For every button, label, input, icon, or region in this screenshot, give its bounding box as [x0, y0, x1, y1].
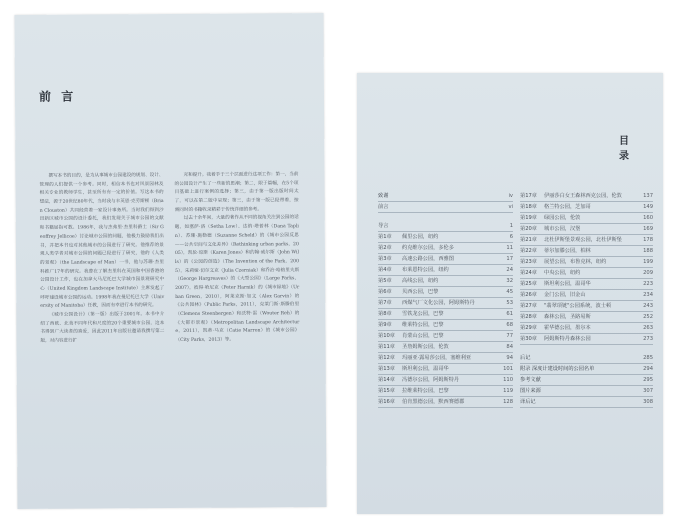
toc-chapter-number: 第25章 [520, 281, 537, 287]
toc-divider [520, 344, 653, 345]
toc-page-number: 17 [506, 255, 513, 262]
toc-page-number: 295 [643, 376, 653, 383]
toc-entry[interactable] [520, 363, 653, 374]
toc-chapter-title: 维莱特公园，巴黎 [402, 322, 444, 328]
preface-paragraph: 充和提升。我着手于三个层面进行这项工作：第一，当前的公园设计产生了一些新的思潮；第二，限于篇幅，在5个项目基础上进行案例的选择；第三，由于第一版出版时间太了，可以在第二版中呈现；第三，由于第一版已经带着，按需同时的书籍收录精彩于传统详细的参考。 [174, 172, 299, 213]
toc-entry[interactable] [520, 190, 653, 201]
toc-entry[interactable] [520, 212, 653, 223]
preface-paragraph: 《城市公园设计》（第一版）出版于2001年。本书中介绍了西欧、北美不同年代和尺度的20个重要城市公园，这本书得到广大读者的喜爱，因此2011年出版社邀请我撰写第二版，对内容进行扩 [40, 312, 165, 344]
toc-page-number: 188 [643, 247, 653, 254]
toc-chapter-title: 译后记 [520, 399, 536, 405]
toc-page-number: 263 [643, 324, 653, 331]
toc-entry[interactable] [378, 220, 513, 231]
toc-chapter-title: 斯坦利公园，温哥华 [544, 281, 591, 287]
toc-entry[interactable] [520, 374, 653, 385]
toc-chapter-title: 参考文献 [520, 377, 541, 383]
preface-text-column-right [174, 171, 299, 346]
toc-entry[interactable] [520, 267, 653, 278]
toc-page-number: 94 [506, 354, 513, 361]
toc-page-number: 169 [643, 225, 653, 232]
toc-chapter-title: 附录 深度计建设时间的公园名单 [520, 366, 595, 372]
toc-page-number: 32 [506, 277, 513, 284]
toc-chapter-title: 中央公园，纽约 [544, 270, 581, 276]
toc-entry[interactable] [520, 201, 653, 212]
toc-divider [378, 212, 513, 213]
toc-entry[interactable] [520, 223, 653, 234]
toc-entry[interactable] [378, 341, 513, 352]
toc-entry[interactable] [378, 201, 513, 212]
toc-chapter-title: 蒂尔加滕公园，柏林 [544, 248, 591, 254]
toc-page-number: 119 [503, 387, 513, 394]
toc-entry[interactable] [378, 308, 513, 319]
toc-page-number: 61 [506, 310, 513, 317]
toc-chapter-title: 致谢 [378, 193, 389, 199]
toc-chapter-title: 城市公园，汉堡 [544, 226, 581, 232]
toc-chapter-title: 约克维尔公园，多伦多 [402, 245, 454, 251]
toc-chapter-number: 第29章 [520, 325, 537, 331]
toc-page-number: iv [508, 192, 513, 199]
toc-title: 目 录 [619, 136, 632, 162]
toc-chapter-title: 金门公园，旧金山 [544, 292, 586, 298]
toc-divider [378, 407, 513, 408]
toc-page-number: 84 [506, 343, 513, 350]
right-book-page [357, 73, 663, 514]
toc-page-number: 209 [643, 269, 653, 276]
toc-entry[interactable] [520, 385, 653, 396]
toc-chapter-number: 第27章 [520, 303, 537, 309]
toc-chapter-title: 北杜伊斯堡景观公园，北杜伊斯堡 [544, 237, 622, 243]
toc-entry[interactable] [378, 286, 513, 297]
left-book-page [14, 13, 326, 509]
toc-chapter-number: 第30章 [520, 336, 537, 342]
toc-page-number: 24 [506, 266, 513, 273]
toc-chapter-title: 雪铁龙公园，巴黎 [402, 311, 444, 317]
preface-title: 前 言 [38, 89, 77, 104]
toc-chapter-title: "翡翠项链"公园系统，波士顿 [544, 303, 612, 309]
toc-chapter-number: 第8章 [378, 311, 392, 317]
toc-chapter-number: 第20章 [520, 226, 537, 232]
toc-chapter-title: 斯坦利公园，温哥华 [402, 366, 449, 372]
toc-page-number: 45 [506, 288, 513, 295]
toc-chapter-title: 展望公园，布鲁克林，纽约 [544, 259, 607, 265]
toc-chapter-number: 第16章 [378, 399, 395, 405]
toc-page-number: 273 [643, 335, 653, 342]
toc-entry[interactable] [378, 231, 513, 242]
toc-page-number: 11 [506, 244, 513, 251]
toc-chapter-number: 第7章 [378, 300, 392, 306]
toc-entry[interactable] [520, 289, 653, 300]
toc-page-number: 77 [506, 332, 513, 339]
toc-divider [520, 407, 653, 408]
toc-chapter-title: 格兰特公园，芝加哥 [544, 204, 591, 210]
toc-chapter-title: 西煤气厂文化公园，阿姆斯特丹 [402, 300, 475, 306]
toc-chapter-title: 拉维莱特公园，巴黎 [402, 388, 449, 394]
toc-chapter-number: 第6章 [378, 289, 392, 295]
toc-entry[interactable] [378, 264, 513, 275]
toc-page-number: 199 [643, 258, 653, 265]
toc-chapter-number: 第17章 [520, 193, 537, 199]
toc-chapter-number: 第18章 [520, 204, 537, 210]
toc-chapter-number: 第23章 [520, 259, 537, 265]
toc-chapter-title: 导言 [378, 223, 389, 229]
toc-chapter-title: 高线公园，纽约 [402, 278, 439, 284]
toc-entry[interactable] [520, 300, 653, 311]
toc-entry[interactable] [520, 234, 653, 245]
toc-entry[interactable] [378, 363, 513, 374]
toc-chapter-number: 第15章 [378, 388, 395, 394]
toc-page-number: 223 [643, 280, 653, 287]
toc-page-number: 178 [643, 236, 653, 243]
toc-chapter-number: 第2章 [378, 245, 392, 251]
toc-page-number: 68 [506, 321, 513, 328]
toc-chapter-title: 阿姆斯特丹森林公园 [544, 336, 591, 342]
toc-page-number: 1 [509, 222, 513, 229]
toc-chapter-number: 第22章 [520, 248, 537, 254]
toc-entry[interactable] [378, 297, 513, 308]
toc-chapter-number: 第21章 [520, 237, 537, 243]
toc-chapter-title: 高速公路公园，西雅图 [402, 256, 454, 262]
toc-entry[interactable] [520, 311, 653, 322]
toc-entry[interactable] [378, 275, 513, 286]
toc-entry[interactable] [520, 256, 653, 267]
toc-chapter-number: 第13章 [378, 366, 395, 372]
toc-entry[interactable] [378, 385, 513, 396]
toc-page-number: 128 [503, 398, 513, 405]
toc-entry[interactable] [520, 322, 653, 333]
preface-text-column-left [39, 172, 164, 347]
toc-page-number: 285 [643, 354, 653, 361]
preface-paragraph: 过去十余年间，大量的著作从不同的视角关注到公园的话题，如塞萨·洛（Setha Low）、达纳·塔普林（Dana Taplin）、苏珊·施勒德（Suzanne Scheld）的《城市公园反思——公共空间与文化差异》（Rethinking urban parks，2005），凯伦·琼斯（Karen Jones）和约翰·威尔斯（John Wills）的《公园的创造》（The Invention of the Park，2005），朱莉娅·切尔文克（Julia Czerniak）和乔治·哈格里夫斯（George Hargreaves）的《大型公园》（Large Parks，2007），彼得·哈尼克（Peter Harnik）的《城市绿地》（Urban Green，2010），阿莱克斯·加文（Alex Garvin）的《公共园林》（Public Parks，2011），克莱门斯·斯滕伯里（Clemens Steenbergen）和沃特·雷（Wouter Reh）的《大都市景观》（Metropolitan Landscape Architecture，2011），凯蒂·马克（Catie Marron）的《城市公园》（City Parks，2013）等。 [174, 215, 300, 344]
toc-page-number: 149 [643, 203, 653, 210]
toc-page-number: 234 [643, 291, 653, 298]
toc-entry[interactable] [378, 374, 513, 385]
toc-page-number: 308 [643, 398, 653, 405]
toc-chapter-number: 第12章 [378, 355, 395, 361]
toc-chapter-title: 贝西公园，巴黎 [402, 289, 439, 295]
toc-chapter-title: 布莱恩特公园，纽约 [402, 267, 449, 273]
toc-page-number: 101 [503, 365, 513, 372]
toc-chapter-number: 第14章 [378, 377, 395, 383]
toc-chapter-number: 第9章 [378, 322, 392, 328]
toc-chapter-number: 第10章 [378, 333, 395, 339]
toc-chapter-number: 第26章 [520, 292, 537, 298]
toc-page-number: 294 [643, 365, 653, 372]
toc-entry[interactable] [378, 242, 513, 253]
toc-page-number: 6 [509, 233, 513, 240]
toc-chapter-title: 佩里公园，纽约 [402, 234, 439, 240]
toc-page-number: 137 [643, 192, 653, 199]
toc-chapter-title: 霍华德公园，墨尔本 [544, 325, 591, 331]
toc-chapter-title: 玛丽亚·露易莎公园，塞维利亚 [402, 355, 472, 361]
toc-page-number: 110 [503, 376, 513, 383]
toc-chapter-title: 绿园公园，伦敦 [544, 215, 581, 221]
toc-chapter-number: 第4章 [378, 267, 392, 273]
toc-page-number: 160 [643, 214, 653, 221]
toc-entry[interactable] [520, 245, 653, 256]
toc-chapter-title: 肖蒙山公园，巴黎 [402, 333, 444, 339]
toc-entry[interactable] [378, 253, 513, 264]
toc-page-number: 53 [506, 299, 513, 306]
toc-chapter-number: 第5章 [378, 278, 392, 284]
toc-entry[interactable] [378, 190, 513, 201]
toc-chapter-title: 图片来源 [520, 388, 541, 394]
toc-page-number: 243 [643, 302, 653, 309]
toc-chapter-title: 圣詹姆斯公园，伦敦 [402, 344, 449, 350]
toc-page-number: vi [508, 203, 513, 210]
toc-entry[interactable] [378, 396, 513, 407]
toc-chapter-number: 第24章 [520, 270, 537, 276]
toc-entry[interactable] [520, 278, 653, 289]
toc-chapter-number: 第11章 [378, 344, 395, 350]
toc-entry[interactable] [378, 319, 513, 330]
toc-chapter-title: 伊丽莎白女王森林西克公园，伦敦 [544, 193, 622, 199]
toc-chapter-number: 第19章 [520, 215, 537, 221]
toc-entry[interactable] [520, 333, 653, 344]
toc-chapter-number: 第3章 [378, 256, 392, 262]
toc-chapter-title: 前言 [378, 204, 389, 210]
toc-page-number: 252 [643, 313, 653, 320]
toc-chapter-title: 伯肯黑德公园，默西赛德郡 [402, 399, 465, 405]
toc-chapter-title: 冯德尔公园，阿姆斯特丹 [402, 377, 460, 383]
toc-entry[interactable] [520, 396, 653, 407]
toc-entry[interactable] [378, 352, 513, 363]
toc-chapter-number: 第1章 [378, 234, 392, 240]
toc-chapter-title: 后记 [520, 355, 531, 361]
toc-entry[interactable] [378, 330, 513, 341]
toc-chapter-number: 第28章 [520, 314, 537, 320]
toc-chapter-title: 森林公园，圣路易斯 [544, 314, 591, 320]
toc-entry[interactable] [520, 352, 653, 363]
toc-page-number: 307 [643, 387, 653, 394]
preface-paragraph: 撰写本书的目的，是为从事城市公园建设的规划、设计、管理的人们提供一个参考。同时，相信本书也对风景园林及相关专业的教师学生，甚至所有有一定的价值。写这本书的想法，源于20世纪80年代，当时我与丰英恩·克劳斯顿（Brian Clouston）共同经营着一家设计事务所。当时我们得到沙田新区城市公园的设计委托，我们发现关于城市公园的文献和书籍屈指可数。1986年，我与杰弗里·杰里科爵士（Sir Geoffrey Jellicoe）讨论城市公园的问题，他极力鼓励我们出书，并把本书也对其他城市的公园进行了研究。他推荐的景观人类学者对城市公园的问题已经进行了研究，他的《人类的景观》（the Landscape of Man）一书，他与苏珊·杰里科推广17年的研究。我曾在了解杰里科在英国和中国香港的公园设计工作，也在加拿大马尼托巴大学城市园景观研究中心（United Kingdom Landscape Institute）主席发起了呼吁建设城市公园的运动。1998年我在曼尼托巴大学（University of Manitoba）任教，因而有幸进行本书的研究。 [39, 173, 165, 310]
